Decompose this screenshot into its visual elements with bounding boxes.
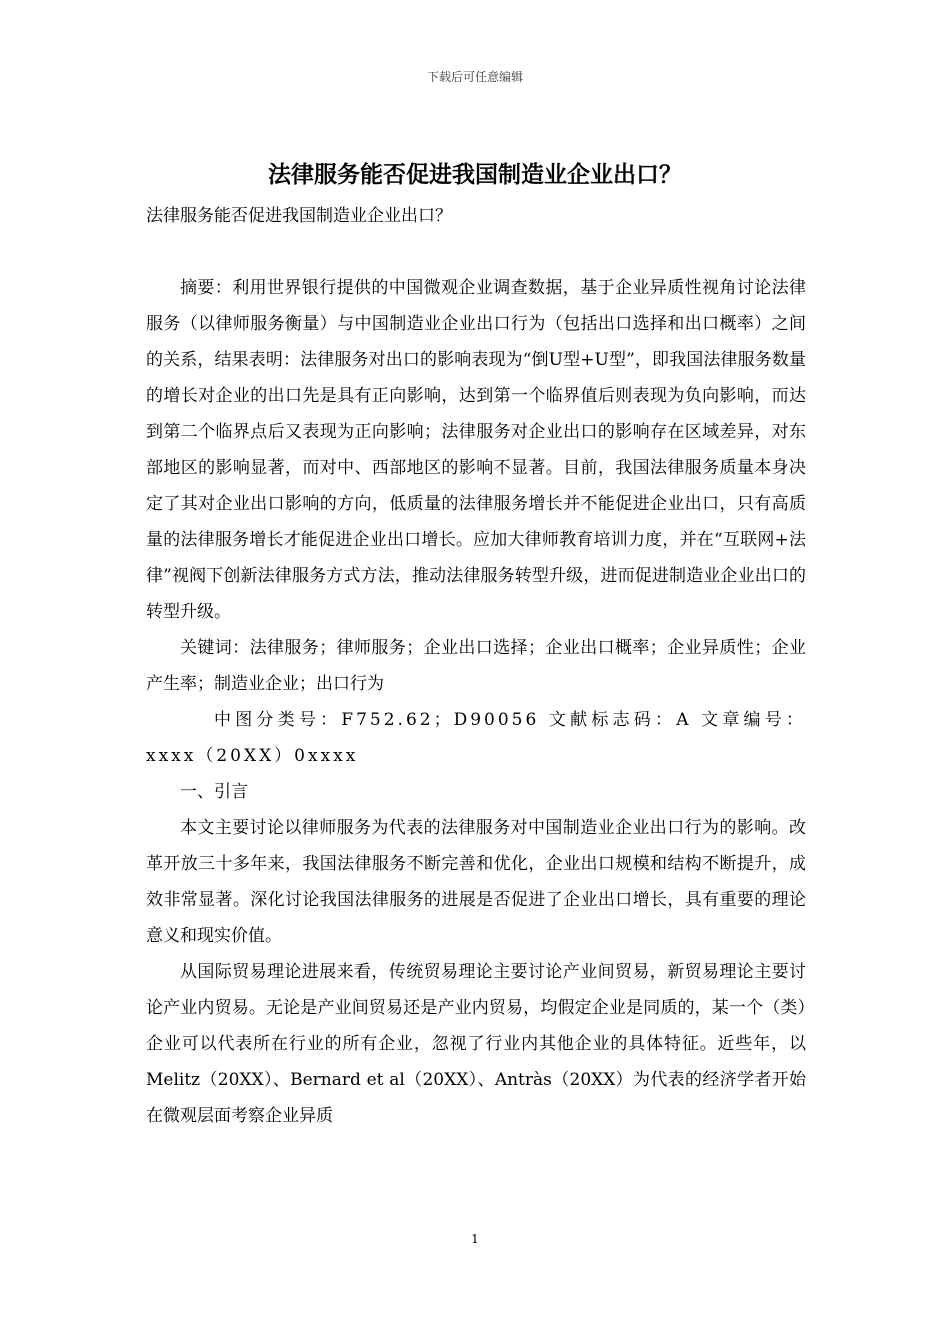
page-header: 下载后可任意编辑 (426, 70, 523, 84)
classification-paragraph: 中图分类号：F752.62；D90056 文献标志码：A 文章编号：xxxx（20XX）0xxxx (146, 710, 806, 766)
abstract-paragraph: 摘要：利用世界银行提供的中国微观企业调查数据，基于企业异质性视角讨论法律服务（以律师服务衡量）与中国制造业企业出口行为（包括出口选择和出口概率）之间的关系，结果表明：法律服务对出口的影响表现为“倒U型+U型”，即我国法律服务数量的增长对企业的出口先是具有正向影响，达到第一个临界值后则表现为负向影响，而达到第二个临界点后又表现为正向影响；法律服务对企业出口的影响存在区域差异，对东部地区的影响显著，而对中、西部地区的影响不显著。目前，我国法律服务质量本身决定了其对企业出口影响的方向，低质量的法律服务增长并不能促进企业出口，只有高质量的法律服务增长才能促进企业出口增长。应加大律师教育培训力度，并在“互联网+法律”视阀下创新法律服务方式方法，推动法律服务转型升级，进而促进制造业企业出口的转型升级。 (146, 278, 806, 622)
section-heading-introduction: 一、引言 (180, 782, 248, 802)
body-paragraph: 本文主要讨论以律师服务为代表的法律服务对中国制造业企业出口行为的影响。改革开放三十多年来，我国法律服务不断完善和优化，企业出口规模和结构不断提升，成效非常显著。深化讨论我国法律服务的进展是否促进了企业出口增长，具有重要的理论意义和现实价值。 (146, 818, 806, 946)
document-title: 法律服务能否促进我国制造业企业出口？ (268, 162, 682, 188)
page-number: 1 (471, 1232, 479, 1246)
document-subtitle: 法律服务能否促进我国制造业企业出口？ (146, 206, 452, 226)
keywords-paragraph: 关键词：法律服务；律师服务；企业出口选择；企业出口概率；企业异质性；企业产生率；制造业企业；出口行为 (146, 638, 806, 694)
document-body (146, 198, 806, 1134)
body-paragraph: 从国际贸易理论进展来看，传统贸易理论主要讨论产业间贸易，新贸易理论主要讨论产业内贸易。无论是产业间贸易还是产业内贸易，均假定企业是同质的，某一个（类）企业可以代表所在行业的所有企业，忽视了行业内其他企业的具体特征。近些年，以Melitz（20XX）、Bernard et al（20XX）、Antràs（20XX）为代表的经济学者开始在微观层面考察企业异质 (146, 962, 806, 1126)
